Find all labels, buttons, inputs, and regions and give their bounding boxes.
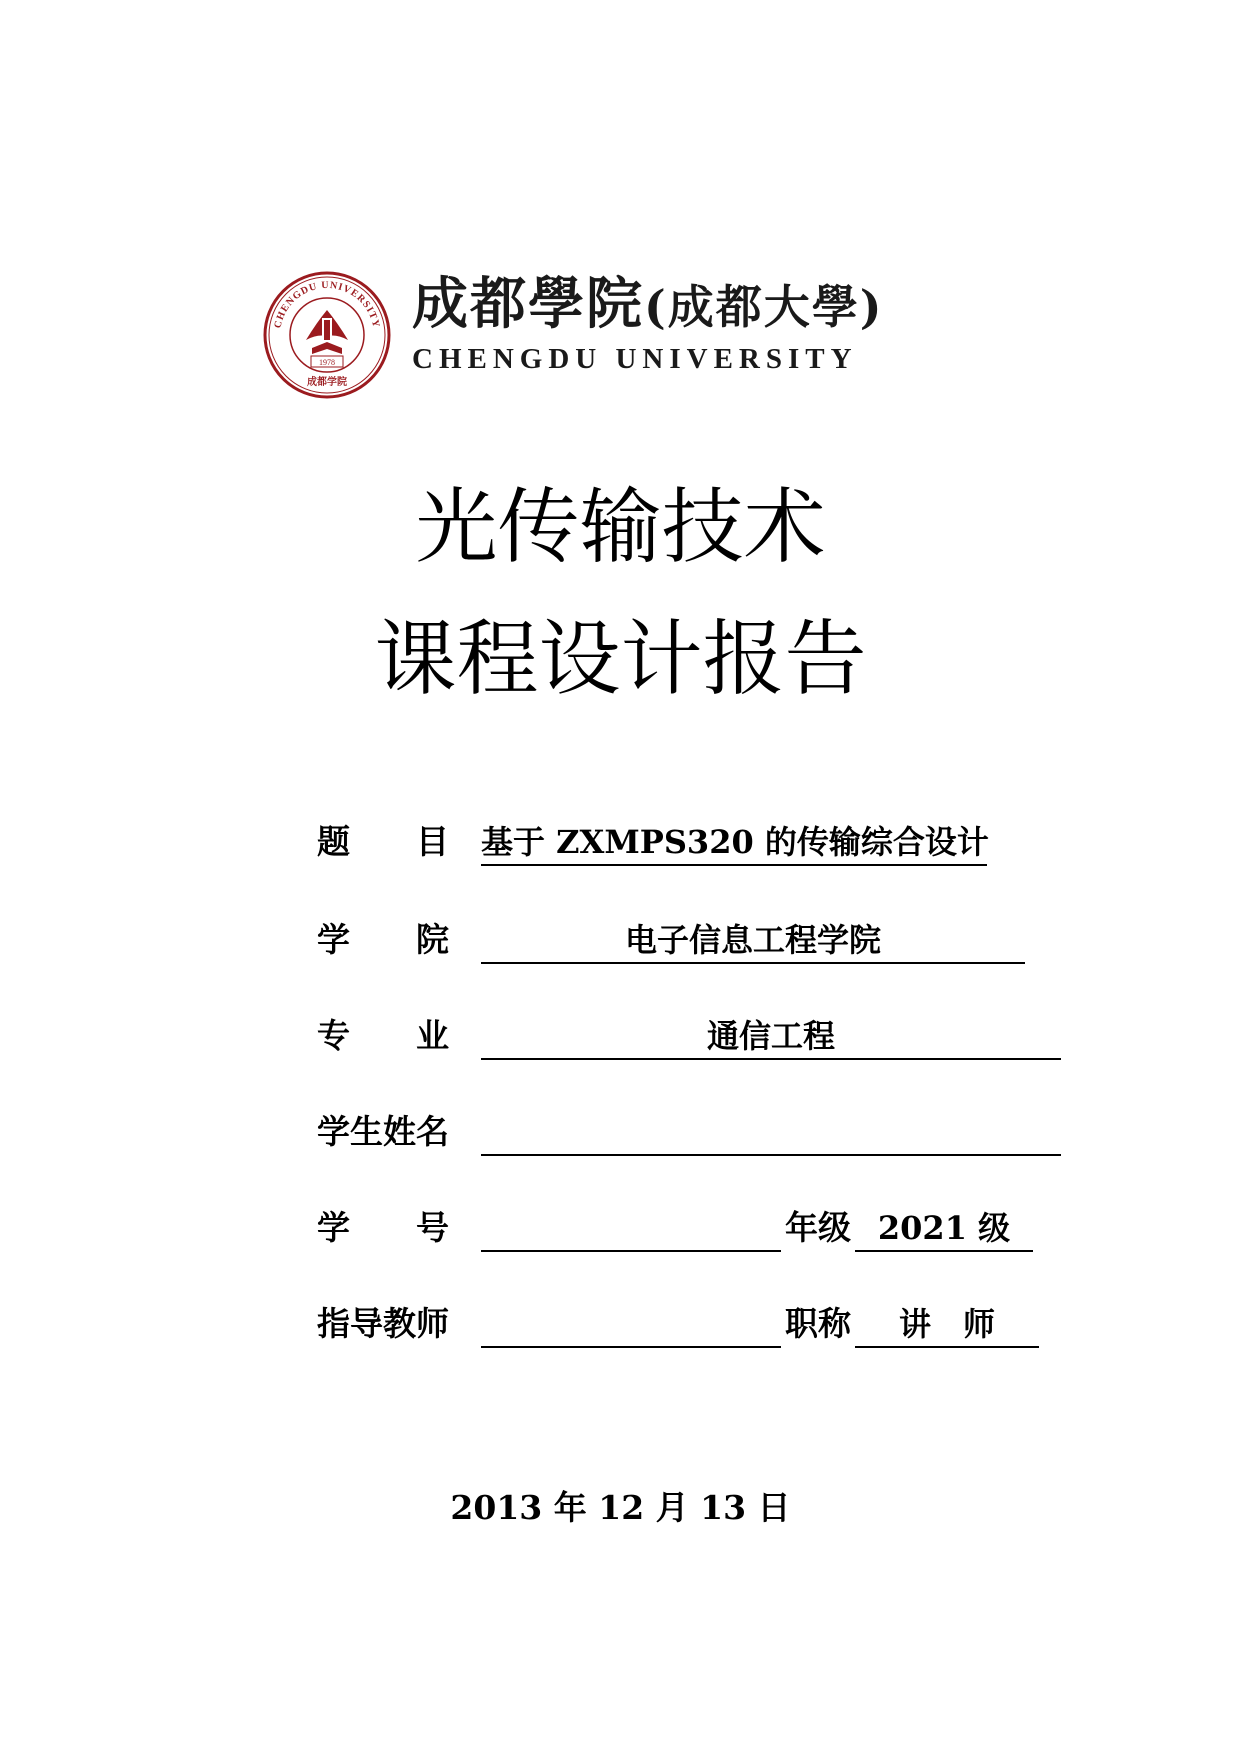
- student-id-label: 学 号: [317, 1208, 449, 1247]
- school-row: [317, 916, 1077, 964]
- grade-field[interactable]: 2021 级: [855, 1204, 1033, 1252]
- school-field[interactable]: 电子信息工程学院: [481, 916, 1025, 964]
- student-id-field[interactable]: [481, 1204, 781, 1252]
- student-name-row: [317, 1108, 1077, 1156]
- university-wordmark: [412, 272, 992, 376]
- major-label: 专 业: [317, 1016, 449, 1055]
- major-field[interactable]: 通信工程: [481, 1012, 1061, 1060]
- report-title-line2: 课程设计报告: [374, 612, 867, 707]
- university-seal-logo: [262, 270, 392, 400]
- advisor-label: 指导教师: [317, 1304, 449, 1343]
- svg-text:1978: 1978: [319, 358, 335, 367]
- advisor-title-field[interactable]: 讲 师: [855, 1300, 1039, 1348]
- university-name-cn-main: 成都學院: [412, 271, 644, 337]
- student-name-field[interactable]: [481, 1108, 1061, 1156]
- student-name-label: 学生姓名: [317, 1112, 449, 1151]
- university-name-cn: [412, 272, 992, 339]
- report-title-line1: 光传输技术: [415, 480, 826, 575]
- topic-row: [317, 818, 1077, 866]
- topic-field[interactable]: 基于 ZXMPS320 的传输综合设计: [481, 818, 987, 866]
- svg-text:成都学院: 成都学院: [307, 377, 347, 388]
- student-id-row: [317, 1204, 1077, 1252]
- topic-label: 题 目: [317, 822, 449, 861]
- advisor-row: [317, 1300, 1077, 1348]
- major-row: [317, 1012, 1077, 1060]
- university-name-cn-alt: (成都大學): [644, 280, 884, 334]
- svg-text:CHENGDU UNIVERSITY: CHENGDU UNIVERSITY: [272, 279, 382, 330]
- advisor-field[interactable]: [481, 1300, 781, 1348]
- university-name-en: CHENGDU UNIVERSITY: [412, 343, 858, 375]
- report-date: 2013 年 12 月 13 日: [450, 1488, 791, 1527]
- advisor-title-label: 职称: [785, 1304, 851, 1343]
- grade-label: 年级: [785, 1208, 851, 1247]
- school-label: 学 院: [317, 920, 449, 959]
